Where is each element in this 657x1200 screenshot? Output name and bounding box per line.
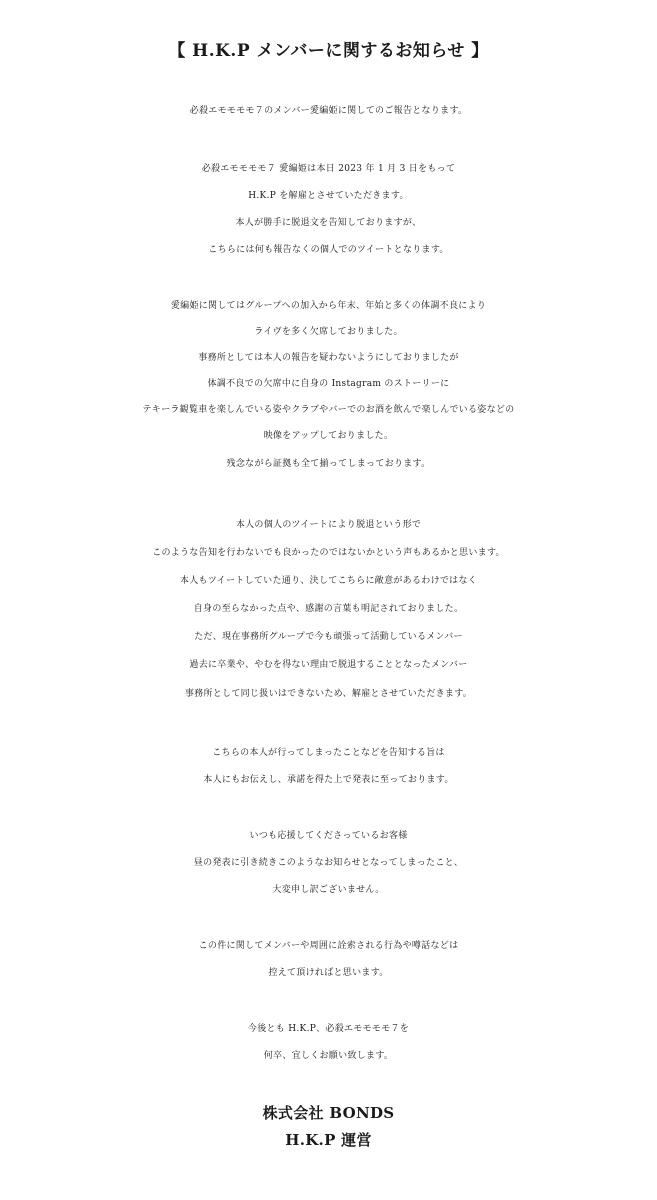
notice-line: 控えて頂ければと思います。 [268,968,389,978]
notice-line: 映像をアップしておりました。 [263,431,394,441]
notice-line: 体調不良での欠席中に自身の Instagram のストーリーに [207,379,450,389]
notice-line: 残念ながら証拠も全て揃ってしまっております。 [226,459,431,469]
notice-line: テキーラ観覧車を楽しんでいる姿やクラブやバーでのお酒を飲んで楽しんでいる姿などの [142,405,515,415]
signature-operator: H.K.P 運営 [285,1131,372,1149]
notice-line: 必殺エモモモモ７のメンバー愛編姫に関してのご報告となります。 [189,106,468,116]
notice-line: H.K.P を解雇とさせていただきます。 [248,191,409,201]
notice-line: 過去に卒業や、やむを得ない理由で脱退することとなったメンバー [189,660,468,670]
notice-line: 事務所として同じ扱いはできないため、解雇とさせていただきます。 [184,689,473,699]
notice-line: 大変申し訳ございません。 [272,885,385,895]
notice-line: 本人もツイートしていた通り、決してこちらに敵意があるわけではなく [179,576,478,586]
notice-line: この件に関してメンバーや周囲に詮索される行為や噂話などは [198,941,459,951]
notice-line: 必殺エモモモモ７ 愛編姫は本日 2023 年 1 月 3 日をもって [201,164,456,174]
notice-line: いつも応援してくださっているお客様 [249,831,408,841]
notice-line: 何卒、宜しくお願い致します。 [263,1051,394,1061]
notice-line: 愛編姫に関してはグループへの加入から年末、年始と多くの体調不良により [170,301,487,311]
notice-line: このような告知を行わないでも良かったのではないかという声もあるかと思います。 [152,548,505,558]
notice-line: ただ、現在事務所グループで今も頑張って活動しているメンバー [194,632,463,642]
notice-line: 本人にもお伝えし、承諾を得た上で発表に至っております。 [203,775,454,785]
notice-line: こちらの本人が行ってしまったことなどを告知する旨は [212,748,445,758]
notice-line: こちらには何も報告なくの個人でのツイートとなります。 [208,245,449,255]
notice-line: 昼の発表に引き続きこのようなお知らせとなってしまったこと、 [193,858,464,868]
notice-line: 本人の個人のツイートにより脱退という形で [235,520,422,530]
notice-line: 自身の至らなかった点や、感謝の言葉も明記されておりました。 [193,604,464,614]
notice-title: 【 H.K.P メンバーに関するお知らせ 】 [168,41,489,61]
notice-line: ライヴを多く欠席しておりました。 [254,327,403,337]
notice-line: 事務所としては本人の報告を疑わないようにしておりましたが [198,353,459,363]
notice-line: 本人が勝手に脱退文を告知しておりますが、 [235,218,422,228]
notice-line: 今後とも H.K.P、必殺エモモモモ７を [247,1024,410,1034]
signature-company: 株式会社 BONDS [262,1104,395,1122]
